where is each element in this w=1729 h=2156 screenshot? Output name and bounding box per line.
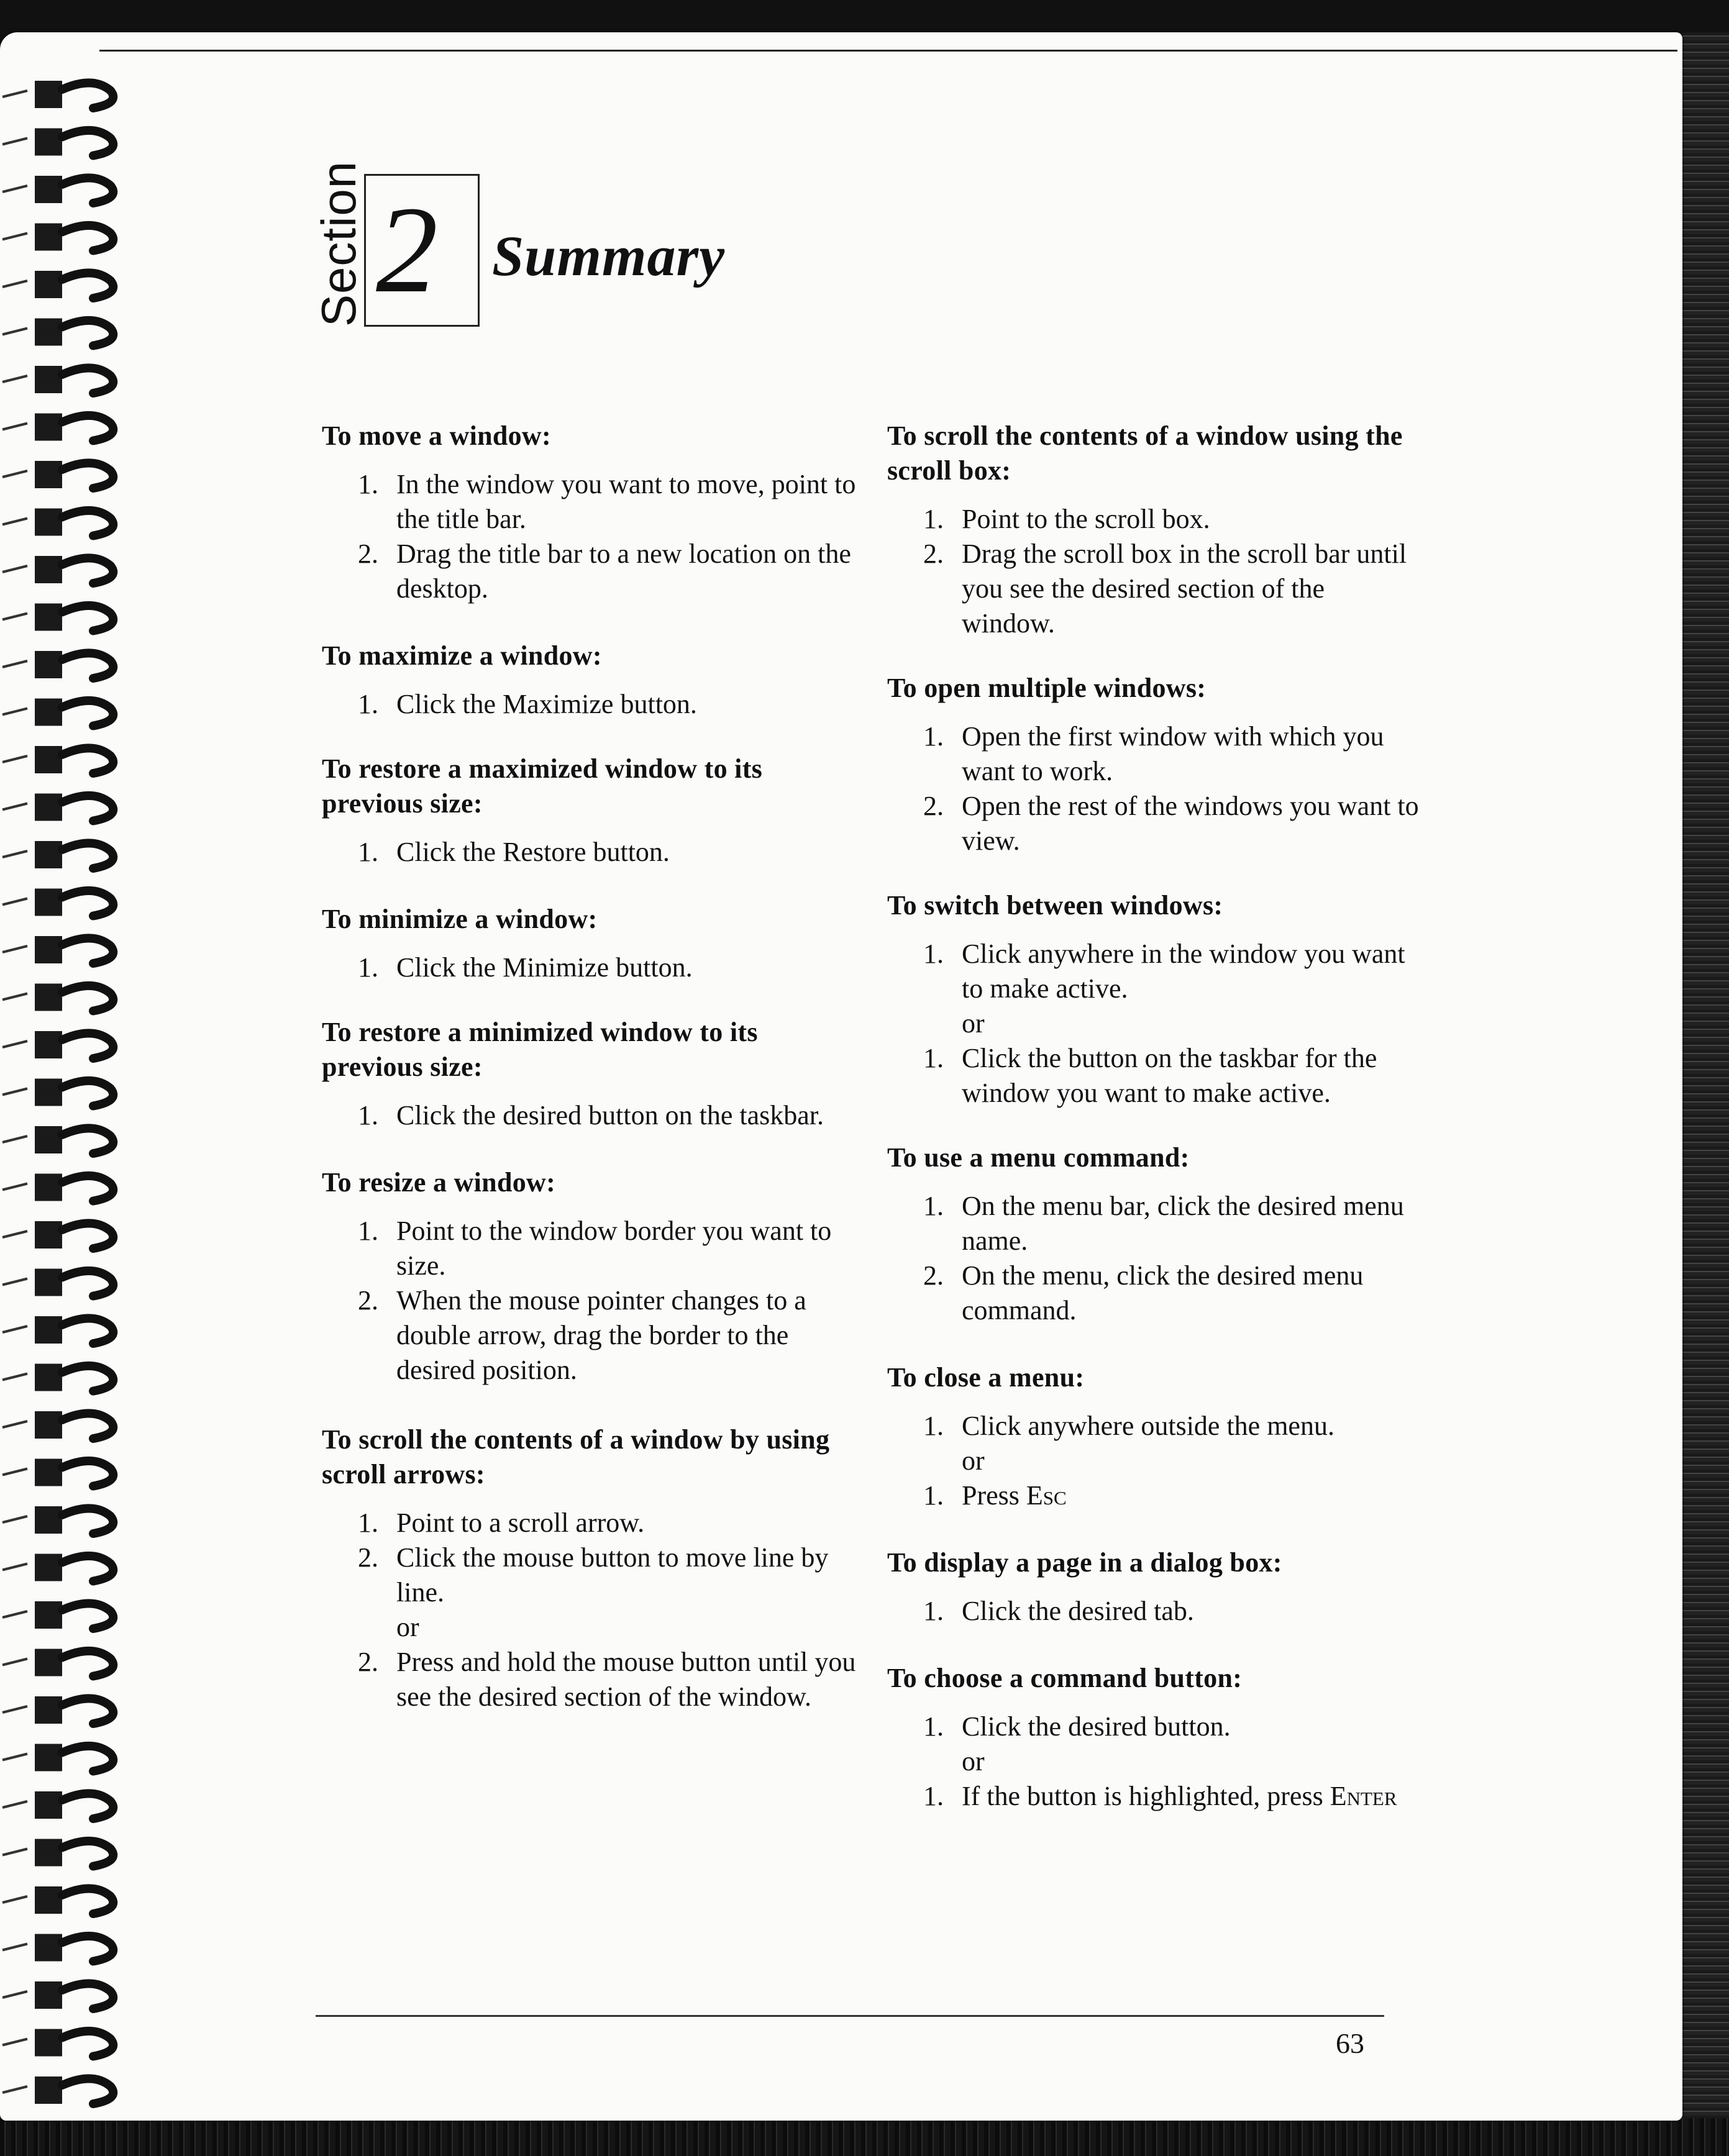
binding-hole: [35, 1126, 62, 1153]
binding-hole: [35, 1744, 62, 1772]
binding-ring: [62, 1936, 113, 1962]
binding-ring: [62, 1128, 113, 1153]
binding-wire: [2, 281, 27, 287]
step-text: Point to the scroll box.: [962, 504, 1210, 534]
binding-wire: [2, 899, 27, 905]
binding-wire: [2, 2039, 27, 2045]
binding-wire: [2, 1564, 27, 1570]
step-list: [887, 1409, 1421, 1513]
binding-wire: [2, 1136, 27, 1142]
binding-wire: [2, 994, 27, 1000]
step-number: 1.: [358, 1508, 378, 1538]
binding-hole: [35, 1791, 62, 1819]
binding-wire: [2, 1041, 27, 1047]
step-text: or: [962, 1008, 985, 1039]
binding-hole: [35, 224, 62, 251]
or-separator: [887, 1006, 1421, 1041]
binding-ring: [62, 178, 113, 203]
binding-ring: [62, 273, 113, 298]
block-heading: To use a menu command:: [887, 1142, 1190, 1173]
page-title: Summary: [492, 224, 726, 288]
step-number: 1.: [923, 1411, 944, 1441]
binding-ring: [62, 321, 113, 346]
step-text: Open the first window with which you want to work.: [962, 721, 1384, 786]
binding-wire: [2, 1706, 27, 1713]
scan-edge-right: [1682, 32, 1729, 2121]
binding-wire: [2, 1231, 27, 1237]
step-number: 1.: [358, 1100, 378, 1130]
block-heading: To resize a window:: [322, 1167, 556, 1198]
binding-ring: [62, 1508, 113, 1534]
step-number: 1.: [358, 1216, 378, 1246]
summary-block: [887, 671, 1421, 858]
binding-ring: [62, 1556, 113, 1581]
binding-wire: [2, 1516, 27, 1522]
step-list: [887, 937, 1421, 1111]
step-list: [322, 467, 856, 606]
binding-hole: [35, 1459, 62, 1486]
binding-ring: [62, 1271, 113, 1296]
or-separator: [887, 1444, 1421, 1478]
step-list: [887, 1594, 1421, 1629]
step-number: 1.: [358, 689, 378, 719]
list-item: [887, 502, 1421, 537]
section-number: 2: [376, 181, 438, 319]
right-column: [887, 389, 1421, 1814]
step-text: Click the mouse button to move line by line.: [396, 1542, 829, 1608]
step-number: 1.: [923, 721, 944, 752]
binding-ring: [62, 1318, 113, 1344]
step-number: 1.: [923, 939, 944, 969]
binding-ring: [62, 416, 113, 441]
binding-hole: [35, 699, 62, 726]
binding-wire: [2, 946, 27, 952]
binding-hole: [35, 1839, 62, 1867]
binding-ring: [62, 130, 113, 156]
summary-block: [887, 1661, 1421, 1814]
binding-wire: [2, 91, 27, 97]
binding-wire: [2, 709, 27, 715]
binding-hole: [35, 1934, 62, 1962]
summary-block: [322, 902, 856, 985]
summary-block: [322, 1165, 856, 1388]
binding-ring: [62, 1223, 113, 1249]
step-text: Click the Maximize button.: [396, 689, 697, 719]
step-number: 1.: [358, 469, 378, 499]
binding-wire: [2, 329, 27, 335]
binding-hole: [35, 651, 62, 678]
key-name: Enter: [1330, 1781, 1397, 1811]
step-number: 1.: [923, 1711, 944, 1742]
list-item: [322, 537, 856, 606]
binding-ring: [62, 1651, 113, 1676]
section-label: Section: [311, 160, 366, 327]
section-number-box: [364, 174, 480, 327]
binding-hole: [35, 366, 62, 393]
step-list: [887, 1709, 1421, 1814]
binding-wire: [2, 1991, 27, 1998]
binding-ring: [62, 843, 113, 868]
step-list: [887, 719, 1421, 858]
binding-ring: [62, 1033, 113, 1058]
binding-hole: [35, 81, 62, 108]
binding-wire: [2, 1896, 27, 1903]
binding-wire: [2, 519, 27, 525]
document-page: [0, 32, 1682, 2121]
block-heading: To move a window:: [322, 421, 551, 451]
binding-hole: [35, 1079, 62, 1106]
binding-ring: [62, 511, 113, 536]
step-number: 1.: [358, 837, 378, 867]
binding-hole: [35, 414, 62, 441]
list-item: [322, 1214, 856, 1283]
step-list: [322, 687, 856, 722]
binding-wire: [2, 804, 27, 810]
list-item: [322, 835, 856, 870]
summary-block: [322, 752, 856, 870]
binding-wire: [2, 1421, 27, 1427]
step-text: Click the desired button.: [962, 1711, 1231, 1742]
binding-hole: [35, 1174, 62, 1201]
summary-block: [322, 639, 856, 722]
binding-ring: [62, 748, 113, 773]
binding-wire: [2, 1326, 27, 1332]
binding-hole: [35, 1411, 62, 1439]
block-heading: To maximize a window:: [322, 640, 602, 671]
binding-hole: [35, 1554, 62, 1581]
scan-edge-bottom: [0, 2118, 1729, 2156]
step-number: 2.: [923, 791, 944, 821]
step-text: Click anywhere outside the menu.: [962, 1411, 1334, 1441]
binding-wire: [2, 1659, 27, 1665]
left-column: [322, 389, 856, 1714]
step-number: 1.: [923, 504, 944, 534]
binding-ring: [62, 1366, 113, 1391]
block-heading: To open multiple windows:: [887, 673, 1207, 703]
step-list: [322, 1098, 856, 1133]
step-text: In the window you want to move, point to the title bar.: [396, 469, 856, 534]
step-number: 2.: [358, 1647, 378, 1677]
binding-ring: [62, 1603, 113, 1629]
step-text: When the mouse pointer changes to a double arrow, drag the border to the desired position.: [396, 1285, 806, 1385]
binding-hole: [35, 984, 62, 1011]
binding-hole: [35, 1886, 62, 1914]
binding-hole: [35, 1221, 62, 1249]
step-text: or: [396, 1612, 419, 1642]
top-rule: [99, 50, 1677, 52]
block-heading: To scroll the contents of a window by using scroll arrows:: [322, 1424, 830, 1490]
binding-ring: [62, 606, 113, 631]
step-text: On the menu, click the desired menu command.: [962, 1260, 1364, 1326]
binding-ring: [62, 1983, 113, 2009]
binding-hole: [35, 319, 62, 346]
binding-hole: [35, 461, 62, 488]
binding-hole: [35, 176, 62, 203]
list-item: [322, 1540, 856, 1610]
binding-wire: [2, 139, 27, 145]
list-item: [322, 1506, 856, 1540]
block-heading: To choose a command button:: [887, 1663, 1243, 1693]
binding-wire: [2, 2086, 27, 2093]
list-item: [322, 950, 856, 985]
step-number: 2.: [923, 1260, 944, 1291]
or-separator: [887, 1744, 1421, 1779]
binding-hole: [35, 1316, 62, 1344]
binding-ring: [62, 1461, 113, 1486]
list-item: [887, 1189, 1421, 1258]
list-item: [322, 1098, 856, 1133]
binding-ring: [62, 891, 113, 916]
step-text: Click the button on the taskbar for the window you want to make active.: [962, 1043, 1377, 1108]
binding-hole: [35, 2029, 62, 2057]
binding-hole: [35, 889, 62, 916]
binding-ring: [62, 2078, 113, 2104]
summary-block: [322, 419, 856, 606]
list-item: [887, 1779, 1421, 1814]
list-item: [887, 537, 1421, 641]
binding-hole: [35, 604, 62, 631]
step-text: On the menu bar, click the desired menu name.: [962, 1191, 1404, 1256]
binding-ring: [62, 368, 113, 393]
list-item: [887, 1709, 1421, 1744]
binding-hole: [35, 936, 62, 963]
binding-ring: [62, 796, 113, 821]
step-number: 1.: [923, 1043, 944, 1073]
summary-block: [887, 419, 1421, 641]
step-text: Click the Minimize button.: [396, 952, 693, 983]
step-text: Click anywhere in the window you want to make active.: [962, 939, 1405, 1004]
list-item: [322, 1283, 856, 1388]
step-text: If the button is highlighted, press Enter: [962, 1781, 1397, 1811]
binding-wire: [2, 186, 27, 192]
step-number: 1.: [923, 1191, 944, 1221]
list-item: [322, 687, 856, 722]
binding-hole: [35, 2076, 62, 2104]
step-number: 2.: [358, 1285, 378, 1316]
binding-wire: [2, 1089, 27, 1095]
binding-ring: [62, 1793, 113, 1819]
binding-ring: [62, 938, 113, 963]
spiral-binding-graphic: [0, 57, 149, 2119]
binding-ring: [62, 1176, 113, 1201]
binding-ring: [62, 463, 113, 488]
binding-hole: [35, 794, 62, 821]
binding-hole: [35, 1506, 62, 1534]
binding-wire: [2, 851, 27, 857]
block-heading: To restore a maximized window to its previous size:: [322, 753, 763, 819]
binding-ring: [62, 1698, 113, 1724]
binding-ring: [62, 1841, 113, 1867]
step-text: or: [962, 1445, 985, 1476]
block-heading: To restore a minimized window to its previous size:: [322, 1017, 758, 1082]
step-text: Press and hold the mouse button until you see the desired section of the window.: [396, 1647, 856, 1712]
binding-wire: [2, 1279, 27, 1285]
binding-hole: [35, 1696, 62, 1724]
block-heading: To close a menu:: [887, 1362, 1085, 1393]
step-list: [322, 950, 856, 985]
binding-hole: [35, 1601, 62, 1629]
step-text: Point to the window border you want to size.: [396, 1216, 832, 1281]
step-list: [322, 1214, 856, 1388]
step-list: [887, 1189, 1421, 1328]
binding-wire: [2, 1754, 27, 1760]
list-item: [887, 1258, 1421, 1328]
step-number: 2.: [358, 539, 378, 569]
binding-wire: [2, 471, 27, 477]
step-text: Press Esc: [962, 1480, 1067, 1511]
binding-hole: [35, 129, 62, 156]
binding-wire: [2, 424, 27, 430]
binding-wire: [2, 614, 27, 620]
list-item: [887, 719, 1421, 789]
step-text: Drag the title bar to a new location on the desktop.: [396, 539, 851, 604]
summary-block: [887, 888, 1421, 1111]
step-text: Click the Restore button.: [396, 837, 670, 867]
binding-hole: [35, 556, 62, 583]
step-text: Drag the scroll box in the scroll bar until you see the desired section of the window.: [962, 539, 1407, 639]
block-heading: To scroll the contents of a window using the scroll box:: [887, 421, 1403, 486]
binding-ring: [62, 1746, 113, 1772]
step-number: 1.: [923, 1596, 944, 1626]
binding-wire: [2, 1801, 27, 1808]
binding-ring: [62, 653, 113, 678]
summary-block: [887, 1140, 1421, 1328]
list-item: [887, 1409, 1421, 1444]
binding-ring: [62, 701, 113, 726]
binding-ring: [62, 1081, 113, 1106]
summary-block: [887, 1360, 1421, 1513]
block-heading: To display a page in a dialog box:: [887, 1547, 1282, 1578]
list-item: [887, 1041, 1421, 1111]
binding-ring: [62, 1413, 113, 1439]
binding-wire: [2, 1374, 27, 1380]
summary-block: [322, 1422, 856, 1714]
binding-ring: [62, 558, 113, 583]
block-heading: To switch between windows:: [887, 890, 1223, 921]
step-number: 2.: [358, 1542, 378, 1573]
binding-wire: [2, 1849, 27, 1855]
binding-hole: [35, 841, 62, 868]
binding-wire: [2, 661, 27, 667]
binding-hole: [35, 1269, 62, 1296]
binding-hole: [35, 1981, 62, 2009]
list-item: [887, 789, 1421, 858]
binding-hole: [35, 509, 62, 536]
step-text: Point to a scroll arrow.: [396, 1508, 645, 1538]
binding-wire: [2, 756, 27, 762]
list-item: [887, 1594, 1421, 1629]
step-list: [887, 502, 1421, 641]
binding-hole: [35, 1031, 62, 1058]
binding-hole: [35, 271, 62, 298]
binding-hole: [35, 1649, 62, 1676]
binding-ring: [62, 83, 113, 108]
binding-ring: [62, 1888, 113, 1914]
footer-rule: [316, 2015, 1384, 2017]
binding-hole: [35, 746, 62, 773]
step-text: Open the rest of the windows you want to view.: [962, 791, 1419, 856]
binding-ring: [62, 2031, 113, 2057]
list-item: [887, 1478, 1421, 1513]
list-item: [887, 937, 1421, 1006]
summary-block: [887, 1545, 1421, 1629]
binding-wire: [2, 1611, 27, 1617]
binding-wire: [2, 566, 27, 572]
step-text: or: [962, 1746, 985, 1776]
key-name: Esc: [1026, 1480, 1067, 1511]
block-heading: To minimize a window:: [322, 904, 598, 934]
step-number: 1.: [923, 1781, 944, 1811]
spiral-binding: [0, 57, 149, 2119]
list-item: [322, 467, 856, 537]
step-number: 1.: [358, 952, 378, 983]
step-number: 2.: [923, 539, 944, 569]
binding-ring: [62, 225, 113, 251]
or-separator: [322, 1610, 856, 1645]
binding-ring: [62, 986, 113, 1011]
binding-wire: [2, 1469, 27, 1475]
binding-wire: [2, 234, 27, 240]
step-text: Click the desired tab.: [962, 1596, 1194, 1626]
list-item: [322, 1645, 856, 1714]
binding-wire: [2, 376, 27, 382]
step-list: [322, 1506, 856, 1714]
step-number: 1.: [923, 1480, 944, 1511]
binding-wire: [2, 1184, 27, 1190]
page-number: 63: [1336, 2027, 1364, 2059]
binding-wire: [2, 1944, 27, 1950]
binding-hole: [35, 1364, 62, 1391]
summary-block: [322, 1015, 856, 1133]
step-list: [322, 835, 856, 870]
step-text: Click the desired button on the taskbar.: [396, 1100, 824, 1130]
